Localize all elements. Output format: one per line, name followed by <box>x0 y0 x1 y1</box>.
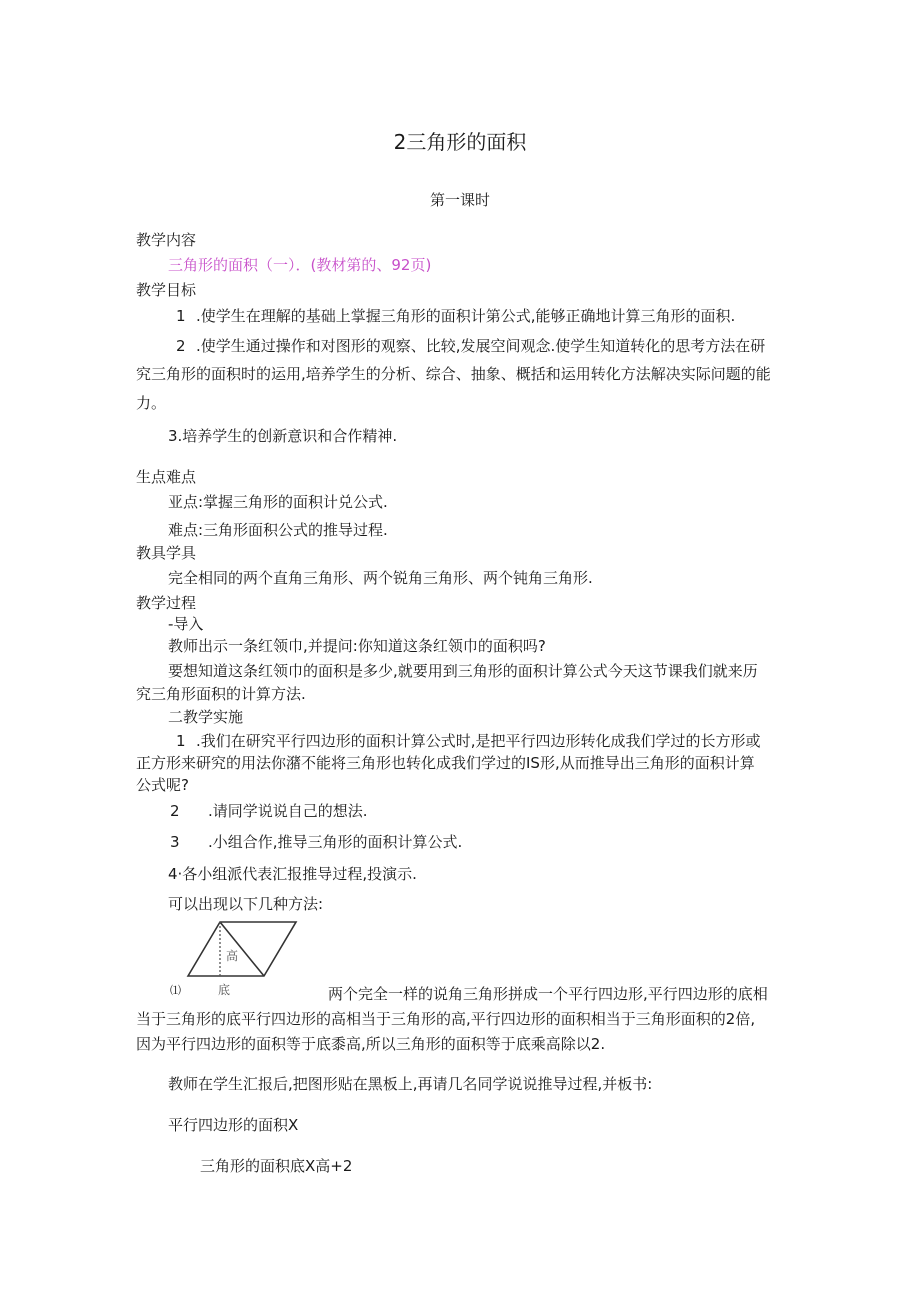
lesson-subtitle: 第一课时 <box>429 191 490 209</box>
goal-2-number: 2 <box>176 337 186 355</box>
implementation-heading: 二教学实施 <box>168 708 244 726</box>
method-1-line-3: 因为平行四边形的面积等于底黍高,所以三角形的面积等于底乘高除以2. <box>136 1035 606 1053</box>
intro-heading: -导入 <box>168 615 204 633</box>
step-1-line-3: 公式呢? <box>136 776 189 794</box>
step-4-text: 4·各小组派代表汇报推导过程,投演示. <box>168 865 417 883</box>
formula-triangle: 三角形的面积底X高+2 <box>200 1157 353 1175</box>
parallelogram-diagram <box>168 918 318 998</box>
method-1-line-2: 当于三角形的底平行四边形的高相当于三角形的高,平行四边形的面积相当于三角形面积的2倍, <box>136 1010 756 1028</box>
intro-line-1: 教师出示一条红领巾,并提问:你知道这条红领巾的面积吗? <box>168 637 546 655</box>
step-1-line-1: .我们在研究平行四边形的面积计算公式时,是把平行四边形转化成我们学过的长方形或 <box>196 732 761 750</box>
key-point-text: 亚点:掌握三角形的面积计兑公式. <box>168 493 388 511</box>
figure-label-base: 底 <box>218 983 231 997</box>
goals-heading: 教学目标 <box>136 281 197 299</box>
parallelogram-figure <box>168 918 318 998</box>
goal-1-number: 1 <box>176 307 186 325</box>
materials-heading: 教具学具 <box>136 544 197 562</box>
step-1-line-2: 正方形来研究的用法你潴不能将三角形也转化成我们学过的IS形,从而推导出三角形的面积计算 <box>136 754 755 772</box>
step-2-number: 2 <box>170 802 180 820</box>
step-3-number: 3 <box>170 833 180 851</box>
materials-text: 完全相同的两个直角三角形、两个锐角三角形、两个钝角三角形. <box>168 569 593 587</box>
intro-line-2: 要想知道这条红领巾的面积是多少,就要用到三角形的面积计算公式今天这节课我们就来历 <box>168 662 758 680</box>
goal-1-text: .使学生在理解的基础上掌握三角形的面积计第公式,能够正确地计算三角形的面积. <box>196 307 736 325</box>
goal-2-line-1: .使学生通过操作和对图形的观察、比较,发展空间观念.使学生知道转化的思考方法在研 <box>196 337 766 355</box>
process-heading: 教学过程 <box>136 594 197 612</box>
step-1-number: 1 <box>176 732 186 750</box>
formula-parallelogram: 平行四边形的面积X <box>168 1116 299 1134</box>
intro-line-3: 究三角形面积的计算方法. <box>136 685 306 703</box>
key-points-heading: 生点难点 <box>136 468 197 486</box>
goal-2-line-2: 究三角形的面积时的运用,培养学生的分析、综合、抽象、概括和运用转化方法解决实际问题的能 <box>136 365 771 383</box>
figure-label-height: 高 <box>226 949 239 963</box>
content-heading: 教学内容 <box>136 231 197 249</box>
content-text: 三角形的面积（一）．(教材第的、92页) <box>168 256 432 274</box>
method-1-line-1: 两个完全一样的说角三角形拼成一个平行四边形,平行四边形的底相 <box>328 985 768 1003</box>
difficult-point-text: 难点:三角形面积公式的推导过程. <box>168 521 388 539</box>
goal-3-text: 3.培养学生的创新意识和合作精神. <box>168 427 398 445</box>
methods-intro: 可以出现以下几种方法: <box>168 895 324 913</box>
figure-marker: ⑴ <box>170 984 181 997</box>
step-3-text: .小组合作,推导三角形的面积计算公式. <box>208 833 463 851</box>
goal-2-line-3: 力。 <box>136 394 167 412</box>
board-instruction: 教师在学生汇报后,把图形贴在黑板上,再请几名同学说说推导过程,并板书: <box>168 1075 653 1093</box>
page-title: 2三角形的面积 <box>393 130 527 154</box>
step-2-text: .请同学说说自己的想法. <box>208 802 368 820</box>
